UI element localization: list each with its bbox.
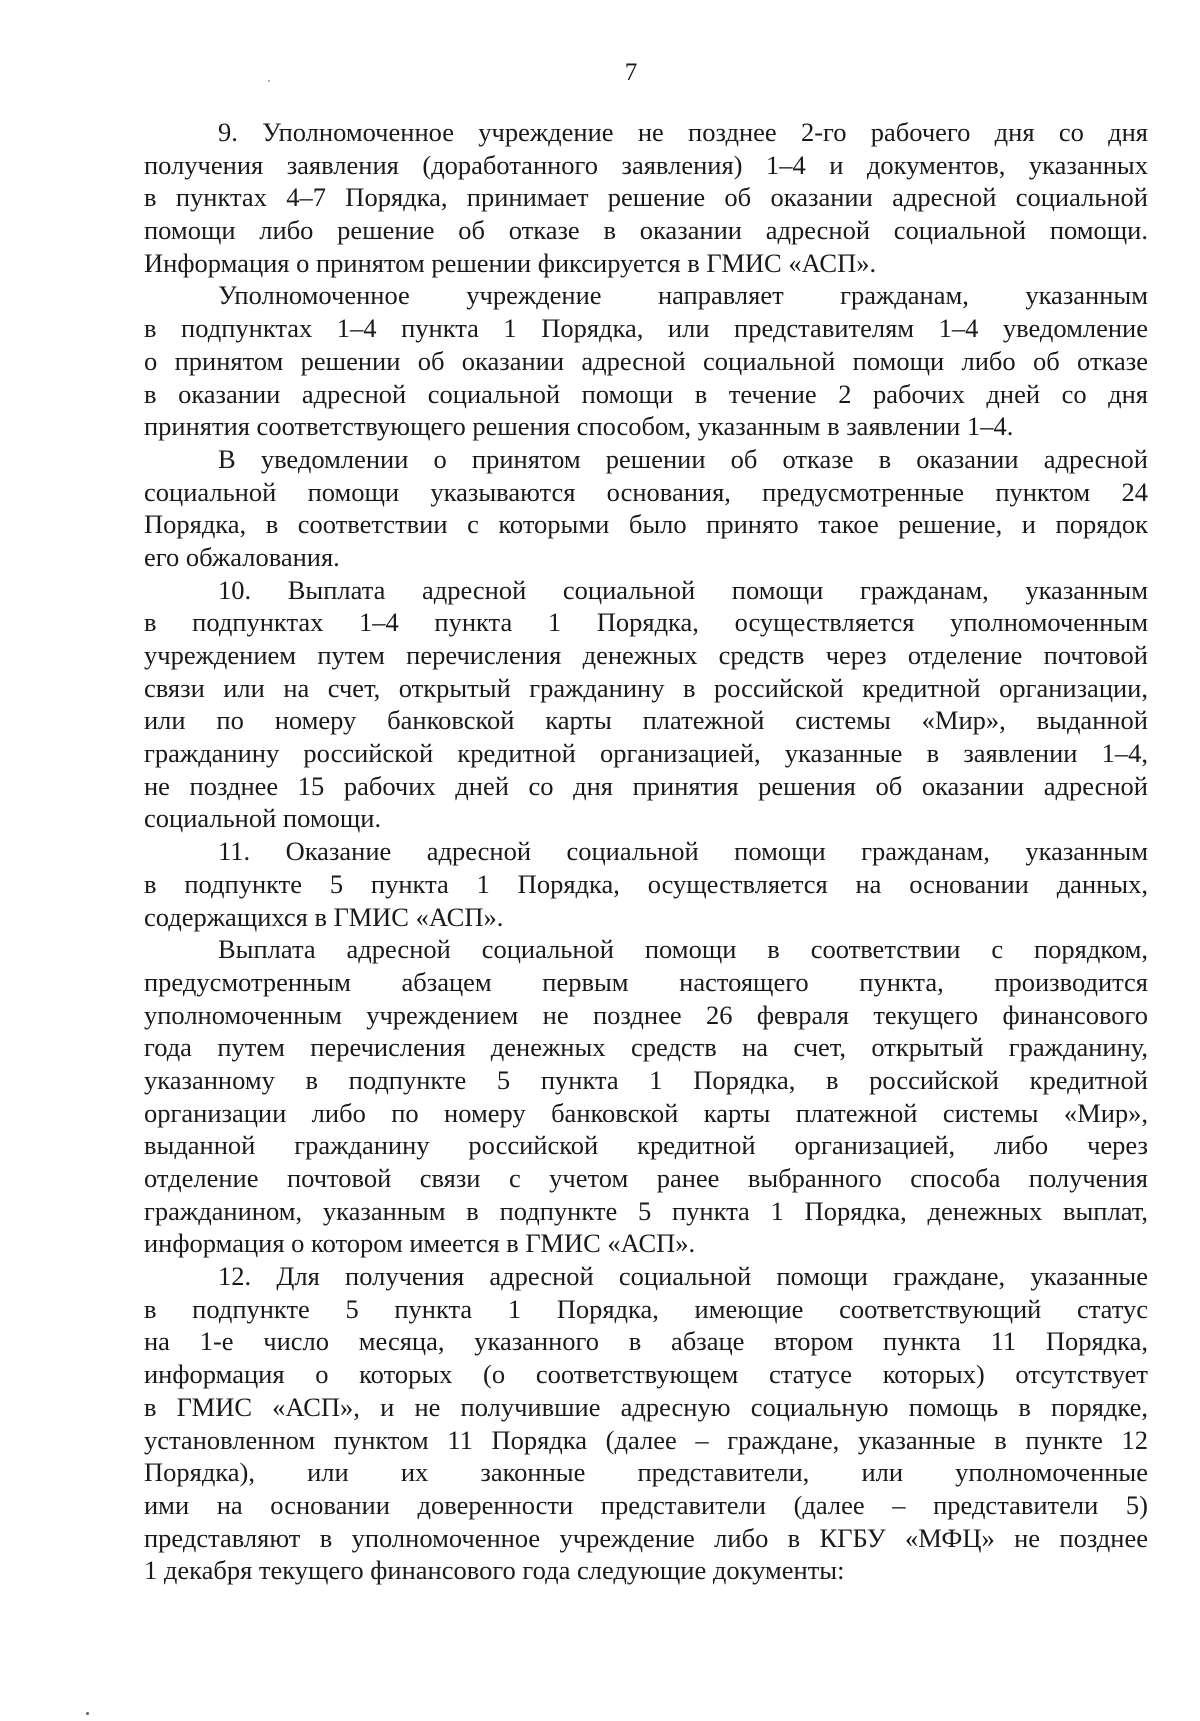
text-line: в ГМИС «АСП», и не получившие адресную социальную помощь в порядке, [144,1391,1148,1422]
text-line: установленном пунктом 11 Порядка (далее – граждане, указанные в пункте 12 [144,1424,1148,1455]
paragraph-p11-2 [144,933,1148,1260]
text-line: организации либо по номеру банковской карты платежной системы «Мир», [144,1097,1148,1128]
text-line: помощи либо решение об отказе в оказании адресной социальной помощи. [144,215,1148,246]
text-line: Информация о принятом решении фиксируется в ГМИС «АСП». [144,247,877,278]
text-line: гражданином, указанным в подпункте 5 пункта 1 Порядка, денежных выплат, [144,1195,1148,1226]
text-line: выданной гражданину российской кредитной организацией, либо через [144,1130,1148,1161]
paragraph-p12 [144,1260,1148,1587]
paragraph-p11 [144,835,1148,933]
text-line: ими на основании доверенности представители (далее – представители 5) [144,1489,1148,1520]
paragraph-p9 [144,116,1148,279]
text-line: указанному в подпункте 5 пункта 1 Порядка, в российской кредитной [144,1064,1148,1095]
text-line: уполномоченным учреждением не позднее 26 февраля текущего финансового [144,999,1148,1030]
text-line: в подпункте 5 пункта 1 Порядка, имеющие соответствующий статус [144,1293,1148,1324]
text-line: в подпунктах 1–4 пункта 1 Порядка, или представителям 1–4 уведомление [144,313,1148,344]
text-line: социальной помощи. [144,803,382,834]
text-line: года путем перечисления денежных средств на счет, открытый гражданину, [144,1032,1148,1063]
text-line: связи или на счет, открытый гражданину в российской кредитной организации, [144,672,1148,703]
text-line: о принятом решении об оказании адресной социальной помощи либо об отказе [144,345,1148,376]
text-line: Выплата адресной социальной помощи в соответствии с порядком, [218,934,1148,965]
text-line: принятия соответствующего решения способом, указанным в заявлении 1–4. [144,411,1014,442]
text-line: в оказании адресной социальной помощи в течение 2 рабочих дней со дня [144,378,1148,409]
text-line: предусмотренным абзацем первым настоящего пункта, производится [144,966,1148,997]
scan-speck [268,80,270,82]
scan-speck [86,1712,89,1715]
text-line: в подпункте 5 пункта 1 Порядка, осуществляется на основании данных, [144,868,1148,899]
text-line: в пунктах 4–7 Порядка, принимает решение об оказании адресной социальной [144,182,1148,213]
document-body [144,116,1148,1587]
text-line: 12. Для получения адресной социальной помощи граждане, указанные [218,1261,1148,1292]
text-line: или по номеру банковской карты платежной системы «Мир», выданной [144,705,1148,736]
text-line: его обжалования. [144,541,340,572]
text-line: не позднее 15 рабочих дней со дня принятия решения об оказании адресной [144,770,1148,801]
text-line: 10. Выплата адресной социальной помощи гражданам, указанным [218,574,1148,605]
text-line: Порядка), или их законные представители, или уполномоченные [144,1457,1148,1488]
text-line: в подпунктах 1–4 пункта 1 Порядка, осуществляется уполномоченным [144,607,1148,638]
text-line: В уведомлении о принятом решении об отказе в оказании адресной [218,443,1148,474]
paragraph-p10 [144,574,1148,836]
text-line: Уполномоченное учреждение направляет гражданам, указанным [218,280,1148,311]
text-line: получения заявления (доработанного заявления) 1–4 и документов, указанных [144,149,1148,180]
text-line: учреждением путем перечисления денежных средств через отделение почтовой [144,640,1148,670]
text-line: отделение почтовой связи с учетом ранее выбранного способа получения [144,1163,1148,1193]
text-line: Порядка, в соответствии с которыми было принято такое решение, и порядок [144,509,1148,540]
text-line: информация о котором имеется в ГМИС «АСП». [144,1228,696,1259]
text-line: 1 декабря текущего финансового года следующие документы: [144,1555,845,1586]
text-line: информация о которых (о соответствующем статусе которых) отсутствует [144,1359,1148,1390]
text-line: социальной помощи указываются основания, предусмотренные пунктом 24 [144,476,1148,507]
text-line: на 1-е число месяца, указанного в абзаце втором пункта 11 Порядка, [144,1326,1148,1357]
text-line: содержащихся в ГМИС «АСП». [144,901,504,932]
paragraph-p9-2 [144,279,1148,442]
text-line: 9. Уполномоченное учреждение не позднее 2-го рабочего дня со дня [218,117,1148,147]
text-line: представляют в уполномоченное учреждение либо в КГБУ «МФЦ» не позднее [144,1522,1148,1553]
text-line: 11. Оказание адресной социальной помощи гражданам, указанным [218,836,1148,867]
text-line: гражданину российской кредитной организацией, указанные в заявлении 1–4, [144,738,1148,769]
page-number: 7 [624,59,638,86]
paragraph-p9-3 [144,443,1148,574]
